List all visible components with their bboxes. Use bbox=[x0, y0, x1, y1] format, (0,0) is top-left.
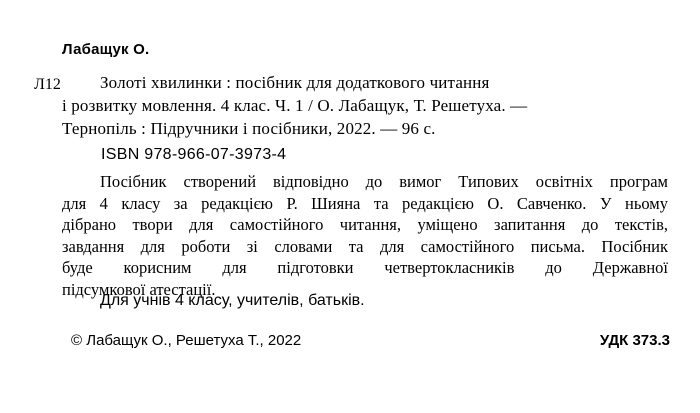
udc-code: УДК 373.3 bbox=[599, 332, 670, 349]
annotation-line: буде корисним для підготовки четвертокласників до Державної bbox=[62, 258, 668, 277]
annotation-line: для 4 класу за редакцією Р. Шияна та редакцією О. Савченко. У ньому bbox=[62, 193, 668, 213]
annotation-line: підсумкової атестації. bbox=[62, 279, 216, 299]
author-heading: Лабащук О. bbox=[62, 41, 150, 58]
biblio-line: і розвитку мовлення. 4 клас. Ч. 1 / О. Лабащук, Т. Решетуха. — bbox=[62, 96, 528, 115]
copyright-notice: © Лабащук О., Решетуха Т., 2022 bbox=[71, 332, 302, 349]
annotation-line: завдання для роботи зі словами та для самостійного письма. Посібник bbox=[62, 236, 668, 256]
biblio-line: Тернопіль : Підручники і посібники, 2022. — 96 с. bbox=[62, 119, 436, 138]
isbn: ISBN 978-966-07-3973-4 bbox=[101, 146, 287, 163]
annotation bbox=[62, 171, 668, 300]
bibliographic-description bbox=[62, 71, 668, 140]
annotation-line: дібрано твори для самостійного читання, уміщено запитання до текстів, bbox=[62, 215, 668, 234]
classification-code: Л12 bbox=[34, 76, 61, 93]
annotation-line: Посібник створений відповідно до вимог Типових освітніх програм bbox=[100, 172, 668, 191]
audience-note: Для учнів 4 класу, учителів, батьків. bbox=[100, 292, 365, 309]
biblio-line: Золоті хвилинки : посібник для додаткового читання bbox=[100, 73, 490, 92]
